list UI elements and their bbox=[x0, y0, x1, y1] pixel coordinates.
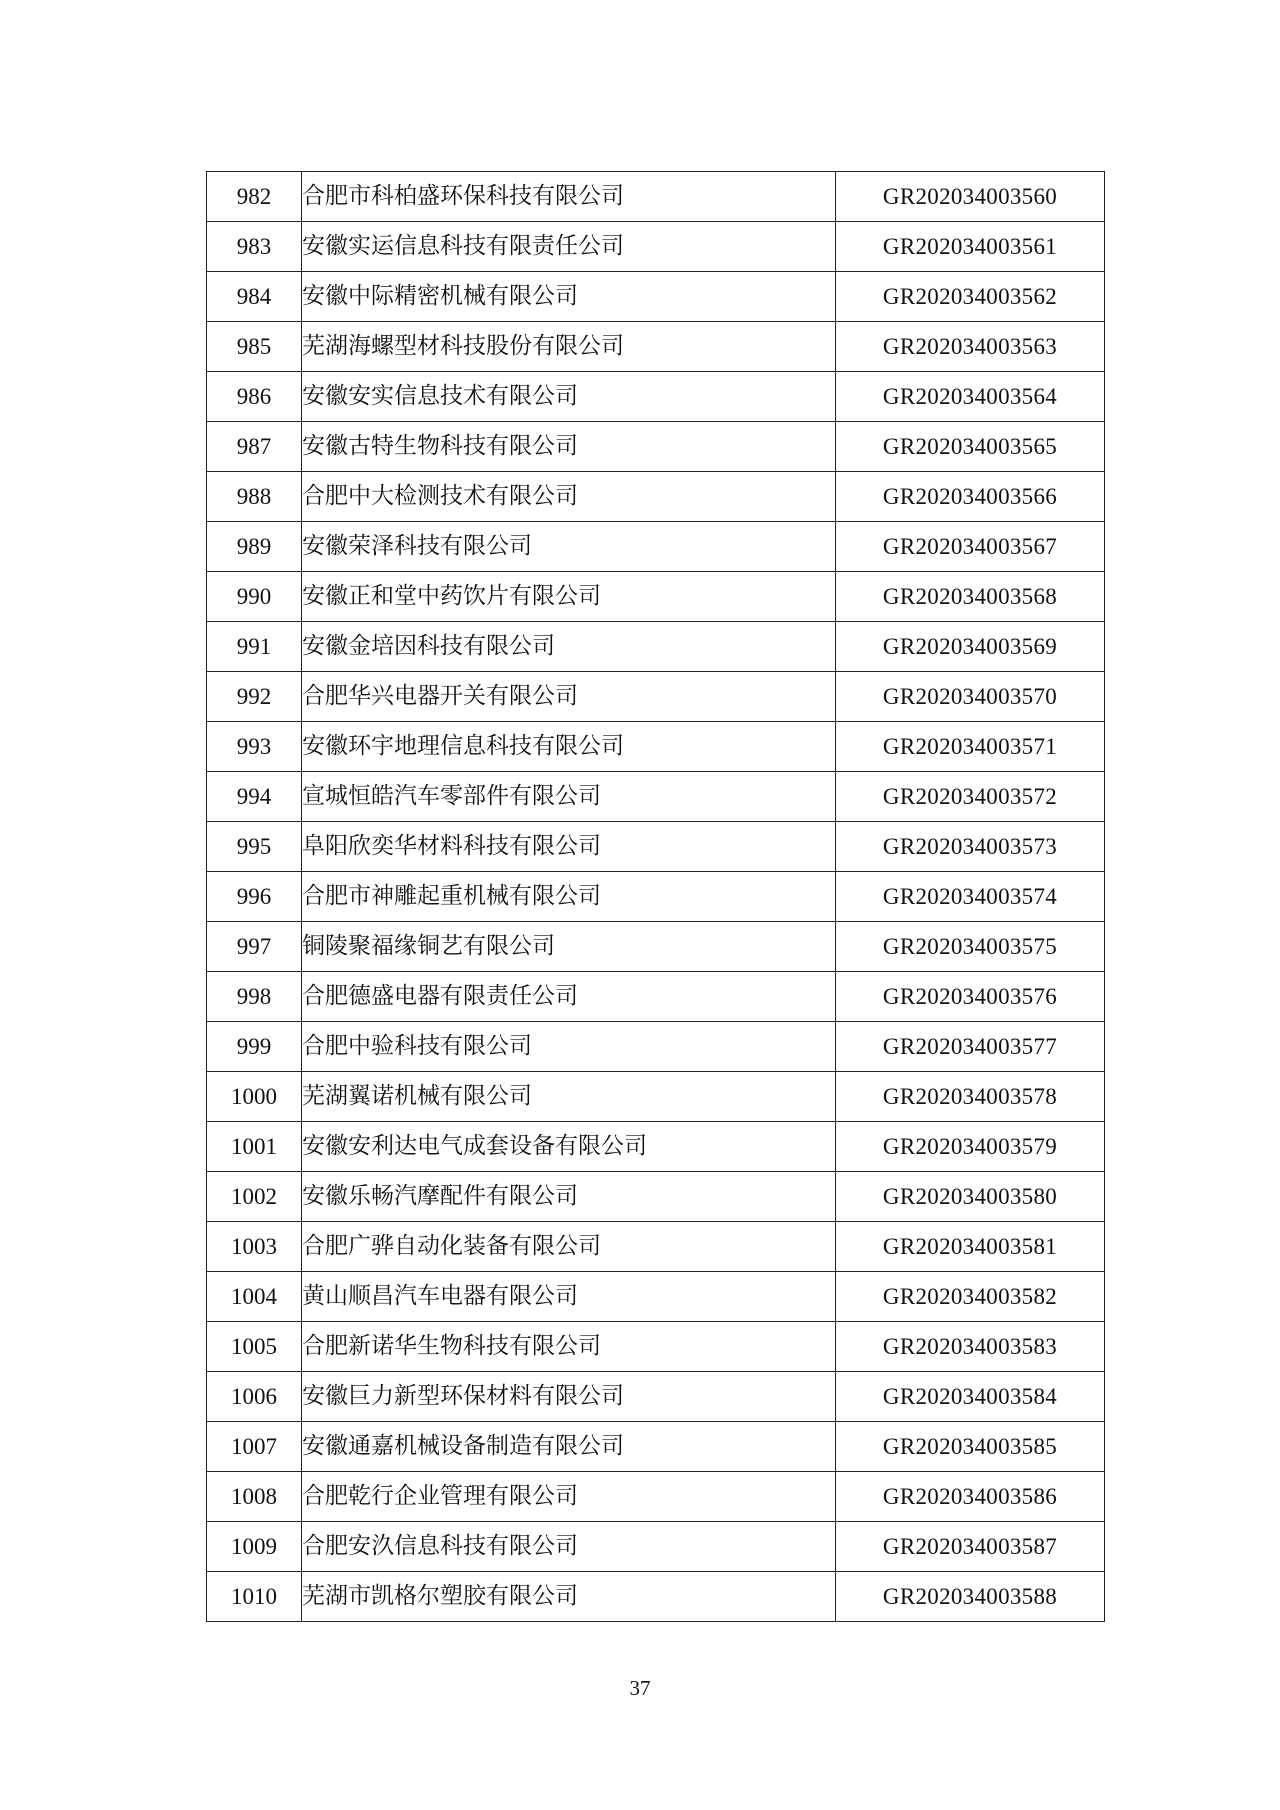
table-row bbox=[207, 422, 1105, 472]
row-index: 996 bbox=[207, 872, 302, 922]
company-name: 安徽环宇地理信息科技有限公司 bbox=[302, 722, 836, 772]
certificate-number: GR202034003577 bbox=[836, 1022, 1105, 1072]
certificate-number: GR202034003586 bbox=[836, 1472, 1105, 1522]
company-name: 合肥德盛电器有限责任公司 bbox=[302, 972, 836, 1022]
company-name: 安徽巨力新型环保材料有限公司 bbox=[302, 1372, 836, 1422]
row-index: 989 bbox=[207, 522, 302, 572]
row-index: 992 bbox=[207, 672, 302, 722]
page-number: 37 bbox=[629, 1676, 651, 1700]
row-index: 1000 bbox=[207, 1072, 302, 1122]
company-name: 合肥安汣信息科技有限公司 bbox=[302, 1522, 836, 1572]
company-name: 安徽中际精密机械有限公司 bbox=[302, 272, 836, 322]
row-index: 982 bbox=[207, 172, 302, 222]
company-name: 铜陵聚福缘铜艺有限公司 bbox=[302, 922, 836, 972]
certificate-number: GR202034003575 bbox=[836, 922, 1105, 972]
certificate-number: GR202034003579 bbox=[836, 1122, 1105, 1172]
company-name: 合肥华兴电器开关有限公司 bbox=[302, 672, 836, 722]
row-index: 1002 bbox=[207, 1172, 302, 1222]
company-name: 安徽正和堂中药饮片有限公司 bbox=[302, 572, 836, 622]
company-name: 合肥市科柏盛环保科技有限公司 bbox=[302, 172, 836, 222]
table-row bbox=[207, 1472, 1105, 1522]
table-row bbox=[207, 222, 1105, 272]
row-index: 1003 bbox=[207, 1222, 302, 1272]
company-name: 芜湖海螺型材科技股份有限公司 bbox=[302, 322, 836, 372]
company-name: 安徽金培因科技有限公司 bbox=[302, 622, 836, 672]
row-index: 1010 bbox=[207, 1572, 302, 1622]
table-row bbox=[207, 322, 1105, 372]
row-index: 1006 bbox=[207, 1372, 302, 1422]
certificate-number: GR202034003566 bbox=[836, 472, 1105, 522]
row-index: 1005 bbox=[207, 1322, 302, 1372]
certificate-number: GR202034003561 bbox=[836, 222, 1105, 272]
certificate-number: GR202034003582 bbox=[836, 1272, 1105, 1322]
row-index: 985 bbox=[207, 322, 302, 372]
table-row bbox=[207, 1272, 1105, 1322]
certificate-number: GR202034003574 bbox=[836, 872, 1105, 922]
company-name: 安徽通嘉机械设备制造有限公司 bbox=[302, 1422, 836, 1472]
table-row bbox=[207, 822, 1105, 872]
company-name: 安徽乐畅汽摩配件有限公司 bbox=[302, 1172, 836, 1222]
certificate-number: GR202034003587 bbox=[836, 1522, 1105, 1572]
table-row bbox=[207, 272, 1105, 322]
row-index: 993 bbox=[207, 722, 302, 772]
table-row bbox=[207, 572, 1105, 622]
row-index: 995 bbox=[207, 822, 302, 872]
table-row bbox=[207, 772, 1105, 822]
company-name: 安徽安利达电气成套设备有限公司 bbox=[302, 1122, 836, 1172]
row-index: 991 bbox=[207, 622, 302, 672]
certificate-number: GR202034003578 bbox=[836, 1072, 1105, 1122]
row-index: 1007 bbox=[207, 1422, 302, 1472]
table-row bbox=[207, 522, 1105, 572]
enterprise-table bbox=[206, 171, 1105, 1622]
certificate-number: GR202034003560 bbox=[836, 172, 1105, 222]
certificate-number: GR202034003569 bbox=[836, 622, 1105, 672]
table-row bbox=[207, 872, 1105, 922]
row-index: 998 bbox=[207, 972, 302, 1022]
row-index: 990 bbox=[207, 572, 302, 622]
table-row bbox=[207, 1222, 1105, 1272]
certificate-number: GR202034003588 bbox=[836, 1572, 1105, 1622]
company-name: 合肥乾行企业管理有限公司 bbox=[302, 1472, 836, 1522]
certificate-number: GR202034003583 bbox=[836, 1322, 1105, 1372]
company-name: 合肥新诺华生物科技有限公司 bbox=[302, 1322, 836, 1372]
table-row bbox=[207, 1122, 1105, 1172]
table-row bbox=[207, 1522, 1105, 1572]
certificate-number: GR202034003584 bbox=[836, 1372, 1105, 1422]
row-index: 994 bbox=[207, 772, 302, 822]
row-index: 1008 bbox=[207, 1472, 302, 1522]
row-index: 986 bbox=[207, 372, 302, 422]
row-index: 997 bbox=[207, 922, 302, 972]
company-name: 合肥市神雕起重机械有限公司 bbox=[302, 872, 836, 922]
company-name: 合肥中验科技有限公司 bbox=[302, 1022, 836, 1072]
table-row bbox=[207, 172, 1105, 222]
certificate-number: GR202034003580 bbox=[836, 1172, 1105, 1222]
row-index: 983 bbox=[207, 222, 302, 272]
row-index: 1009 bbox=[207, 1522, 302, 1572]
table-row bbox=[207, 1022, 1105, 1072]
company-name: 合肥中大检测技术有限公司 bbox=[302, 472, 836, 522]
certificate-number: GR202034003576 bbox=[836, 972, 1105, 1022]
company-name: 黄山顺昌汽车电器有限公司 bbox=[302, 1272, 836, 1322]
table-row bbox=[207, 672, 1105, 722]
company-name: 安徽古特生物科技有限公司 bbox=[302, 422, 836, 472]
table-row bbox=[207, 722, 1105, 772]
table-row bbox=[207, 1322, 1105, 1372]
table-row bbox=[207, 1572, 1105, 1622]
row-index: 984 bbox=[207, 272, 302, 322]
table-row bbox=[207, 1072, 1105, 1122]
table-row bbox=[207, 1372, 1105, 1422]
certificate-number: GR202034003581 bbox=[836, 1222, 1105, 1272]
certificate-number: GR202034003568 bbox=[836, 572, 1105, 622]
certificate-number: GR202034003572 bbox=[836, 772, 1105, 822]
table-body bbox=[207, 172, 1105, 1622]
company-name: 合肥广骅自动化装备有限公司 bbox=[302, 1222, 836, 1272]
company-name: 安徽安实信息技术有限公司 bbox=[302, 372, 836, 422]
row-index: 999 bbox=[207, 1022, 302, 1072]
certificate-number: GR202034003573 bbox=[836, 822, 1105, 872]
company-name: 安徽实运信息科技有限责任公司 bbox=[302, 222, 836, 272]
table-row bbox=[207, 1172, 1105, 1222]
certificate-number: GR202034003563 bbox=[836, 322, 1105, 372]
row-index: 988 bbox=[207, 472, 302, 522]
row-index: 987 bbox=[207, 422, 302, 472]
certificate-number: GR202034003564 bbox=[836, 372, 1105, 422]
certificate-number: GR202034003562 bbox=[836, 272, 1105, 322]
company-name: 芜湖市凯格尔塑胶有限公司 bbox=[302, 1572, 836, 1622]
certificate-number: GR202034003571 bbox=[836, 722, 1105, 772]
company-name: 宣城恒皓汽车零部件有限公司 bbox=[302, 772, 836, 822]
table-row bbox=[207, 622, 1105, 672]
certificate-number: GR202034003567 bbox=[836, 522, 1105, 572]
table-row bbox=[207, 922, 1105, 972]
table-row bbox=[207, 972, 1105, 1022]
company-name: 阜阳欣奕华材料科技有限公司 bbox=[302, 822, 836, 872]
company-name: 安徽荣泽科技有限公司 bbox=[302, 522, 836, 572]
table-row bbox=[207, 1422, 1105, 1472]
table-row bbox=[207, 472, 1105, 522]
certificate-number: GR202034003585 bbox=[836, 1422, 1105, 1472]
certificate-number: GR202034003565 bbox=[836, 422, 1105, 472]
table-row bbox=[207, 372, 1105, 422]
company-name: 芜湖翼诺机械有限公司 bbox=[302, 1072, 836, 1122]
row-index: 1001 bbox=[207, 1122, 302, 1172]
certificate-number: GR202034003570 bbox=[836, 672, 1105, 722]
row-index: 1004 bbox=[207, 1272, 302, 1322]
